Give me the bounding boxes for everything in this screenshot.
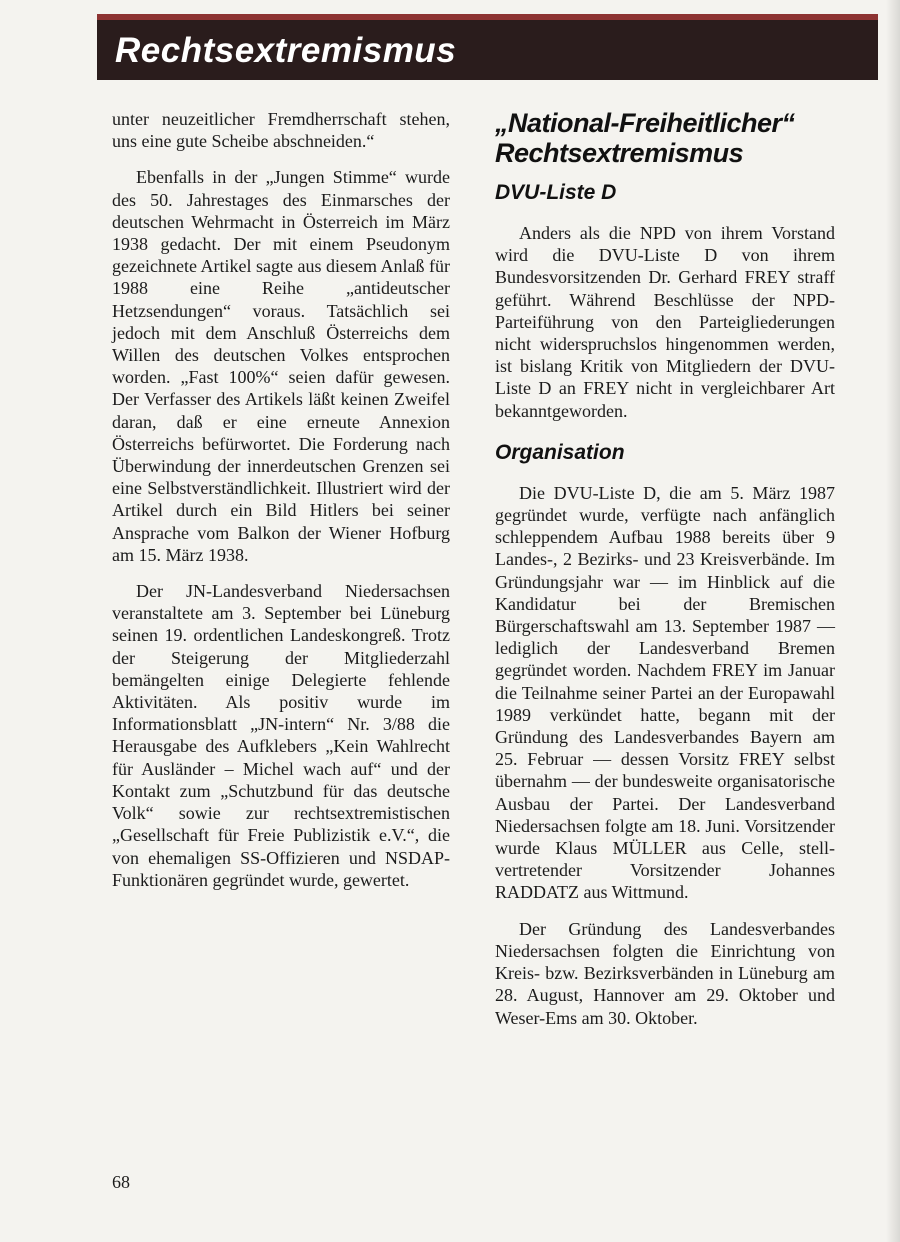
- page-number: 68: [112, 1172, 130, 1192]
- left-paragraph-2: Ebenfalls in der „Jungen Stimme“ wurde des 50. Jahrestages des Einmarsches der deutschen Wehrmacht in Österreich im März 1938 gedacht. Der mit einem Pseudonym gezeichnete Artikel sagte aus diesem Anlaß für 1988 eine Reihe „antideutscher Hetzsendungen“ voraus. Tatsächlich sei jedoch mit dem Anschluß Österreichs dem Willen des deutschen Volkes entsprochen worden. „Fast 100%“ seien dafür gewesen. Der Verfasser des Artikels läßt keinen Zweifel daran, daß er eine erneute Annexion Österreichs befürwortet. Die Forderung nach Überwindung der innerdeutschen Grenzen sei eine Selbstverständlichkeit. Illustriert wird der Artikel durch ein Bild Hitlers bei seiner Ansprache vom Balkon der Wiener Hofburg am 15. März 1938.: [112, 167, 450, 565]
- left-paragraph-3: Der JN-Landesverband Niedersachsen veranstaltete am 3. September bei Lüneburg seinen 19. ordentlichen Landeskongreß. Trotz der Steigerung der Mitgliederzahl bemängelten einige Delegierte fehlende Aktivitäten. Als positiv wurde im Informationsblatt „JN-intern“ Nr. 3/88 die Herausgabe des Aufklebers „Kein Wahlrecht für Ausländer – Michel wach auf“ und der Kontakt zum „Schutzbund für das deutsche Volk“ sowie zur rechtsextremistischen „Gesellschaft für Freie Publizistik e.V.“, die von ehemaligen SS-Offizieren und NSDAP-Funktionären gegründet wurde, gewertet.: [112, 581, 450, 890]
- subheading-dvu-liste: DVU-Liste D: [495, 181, 617, 204]
- left-paragraph-1: unter neuzeitlicher Fremdherrschaft stehen, uns eine gute Scheibe abschneiden.“: [112, 109, 450, 152]
- right-paragraph-3: Der Gründung des Landesverbandes Niedersachsen folgten die Einrichtung von Kreis- bzw. Bezirksverbänden in Lüneburg am 28. August, Hannover am 29. Oktober und Weser-Ems am 30. Oktober.: [495, 918, 835, 1028]
- subheading-organisation: Organisation: [495, 440, 625, 464]
- right-column: [495, 108, 835, 1043]
- left-column: [112, 108, 450, 905]
- right-paragraph-2: Die DVU-Liste D, die am 5. März 1987 gegründet wurde, verfügte nach anfänglich schleppendem Aufbau 1988 bereits über 9 Landes-, 2 Bezirks- und 23 Kreisverbände. Im Gründungsjahr war — im Hinblick auf die Kandidatur bei der Bremischen Bürgerschaftswahl am 13. September 1987 — lediglich der Landesverband Bremen gegründet worden. Nachdem FREY im Januar die Teilnahme seiner Partei an der Europawahl 1989 verkündet hatte, begann mit der Gründung des Landesverbandes Bayern am 25. Februar — dessen Vorsitz FREY selbst übernahm — der bundesweite organisatorische Ausbau der Partei. Der Landesverband Niedersachsen folgte am 18. Juni. Vorsitzender wurde Klaus MÜLLER aus Celle, stellvertretender Vorsitzender Johannes RADDATZ aus Wittmund.: [495, 482, 835, 903]
- right-paragraph-1: Anders als die NPD von ihrem Vorstand wird die DVU-Liste D von ihrem Bundesvorsitzenden Dr. Gerhard FREY straff geführt. Während Beschlüsse der NPD-Parteiführung von den Parteigliederungen nicht widerspruchslos hingenommen werden, ist bislang Kritik von Mitgliedern der DVU-Liste D an FREY nicht in vergleichbarer Art bekanntgeworden.: [495, 223, 835, 421]
- section-heading: „National-Freiheitlicher“ Rechtsextremismus: [495, 108, 795, 168]
- page-header-title: Rechtsextremismus: [115, 31, 457, 70]
- header-band: [97, 14, 878, 80]
- page-edge-shadow: [886, 0, 900, 1242]
